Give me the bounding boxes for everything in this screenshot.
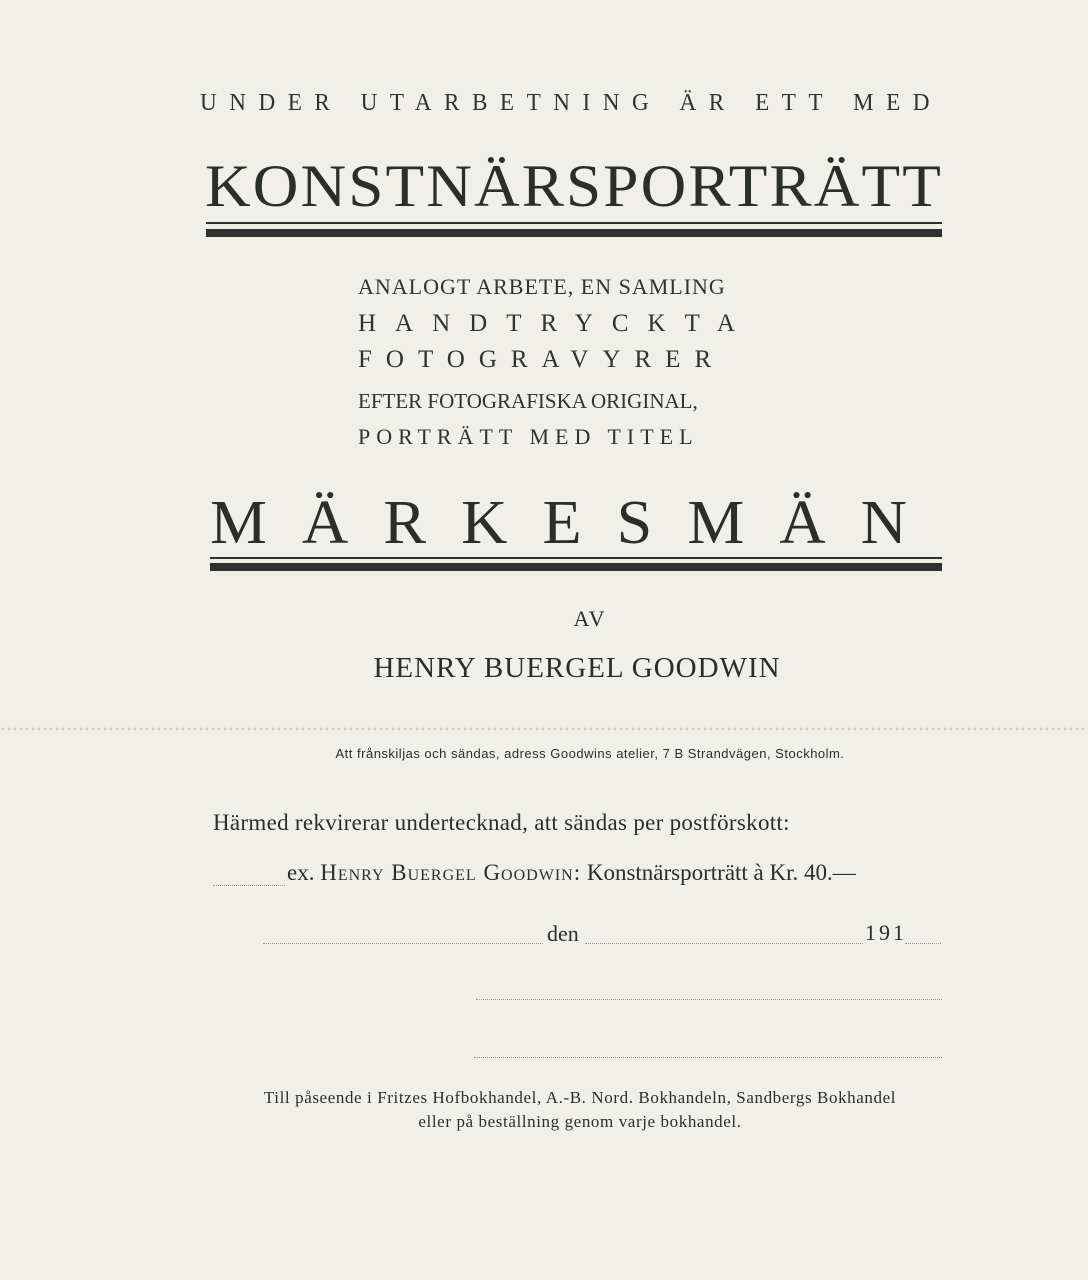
byline-author: HENRY BUERGEL GOODWIN	[373, 652, 781, 684]
description-line-4: EFTER FOTOGRAFISKA ORIGINAL,	[358, 389, 698, 413]
description-line-2: HANDTRYCKTA	[358, 310, 754, 337]
subtitle-rule-thin	[210, 557, 942, 559]
detach-note: Att frånskiljas och sändas, adress Goodwins atelier, 7 B Strandvägen, Stockholm.	[335, 746, 845, 761]
date-year-label: 191	[865, 920, 907, 945]
address-field[interactable]	[474, 1056, 942, 1058]
place-field[interactable]	[263, 942, 543, 944]
order-item-line	[287, 860, 947, 886]
date-field[interactable]	[585, 942, 863, 944]
date-den-label: den	[547, 921, 579, 946]
title-rule-thick	[206, 229, 942, 237]
byline-av: AV	[573, 606, 607, 631]
signature-field[interactable]	[476, 998, 942, 1000]
description-line-1: ANALOGT ARBETE, EN SAMLING	[358, 274, 726, 299]
quantity-field[interactable]	[213, 884, 285, 886]
subtitle-rule-thick	[210, 563, 942, 571]
footer-line-2: eller på beställning genom varje bokhandel.	[418, 1112, 742, 1131]
footer-line-1: Till påseende i Fritzes Hofbokhandel, A.-B. Nord. Bokhandeln, Sandbergs Bokhandel	[263, 1088, 897, 1107]
order-item-text: Konstnärsporträtt à Kr. 40.—	[586, 860, 856, 885]
order-item-prefix: ex.	[287, 860, 315, 885]
title-rule-thin	[206, 222, 942, 224]
description-line-3: FOTOGRAVYRER	[358, 346, 726, 373]
year-field[interactable]	[905, 942, 941, 944]
main-title: KONSTNÄRSPORTRÄTT	[205, 153, 943, 219]
subtitle: MÄRKESMÄN	[210, 489, 943, 557]
order-item-author: Henry Buergel Goodwin:	[320, 860, 582, 885]
description-line-5: PORTRÄTT MED TITEL	[358, 424, 699, 449]
perforation-line	[0, 726, 1088, 734]
order-request: Härmed rekvirerar undertecknad, att sändas per postförskott:	[213, 810, 790, 835]
intro-heading: UNDER UTARBETNING ÄR ETT MED	[200, 90, 942, 116]
